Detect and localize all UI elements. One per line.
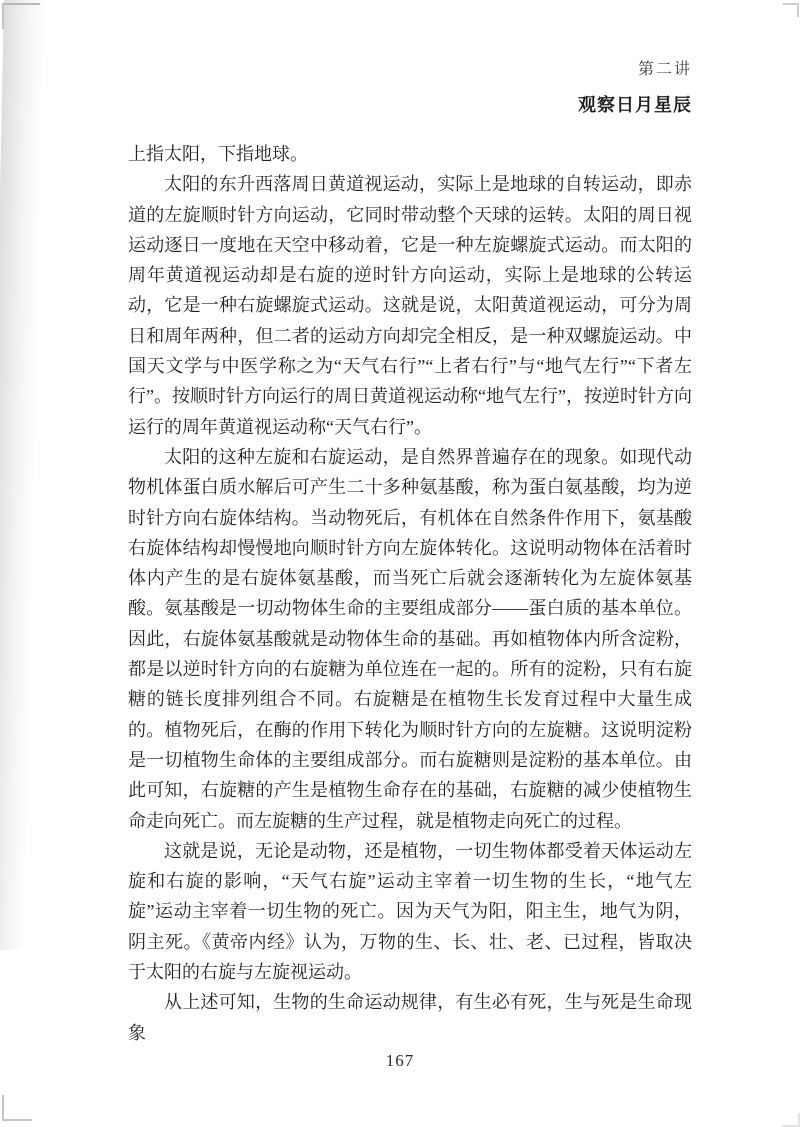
paragraph: 这就是说，无论是动物，还是植物，一切生物体都受着天体运动左旋和右旋的影响，“天气右旋”运动主宰着一切生物的生长，“地气左旋”运动主宰着一切生物的死亡。因为天气为阳，阳主生，地气为阴，阴主死。《黄帝内经》认为，万物的生、长、壮、老、已过程，皆取决于太阳的右旋与左旋视运动。 [128, 840, 692, 983]
running-head [578, 56, 692, 117]
scan-corner-mark-top-right [783, 3, 799, 17]
scan-shadow-left [0, 0, 46, 950]
chapter-label: 第二讲 [637, 61, 692, 78]
body-text [128, 139, 692, 1048]
scan-corner-mark-bottom-right [782, 1113, 800, 1127]
page-number: 167 [385, 1051, 415, 1070]
paragraph: 太阳的东升西落周日黄道视运动，实际上是地球的自转运动，即赤道的左旋顺时针方向运动，它同时带动整个天球的运转。太阳的周日视运动逐日一度地在天空中移动着，它是一种左旋螺旋式运动。而太阳的周年黄道视运动却是右旋的逆时针方向运动，实际上是地球的公转运动，它是一种右旋螺旋式运动。这就是说，太阳黄道视运动，可分为周日和周年两种，但二者的运动方向却完全相反，是一种双螺旋运动。中国天文学与中医学称之为“天气右行”“上者右行”与“地气左行”“下者左行”。按顺时针方向运行的周日黄道视运动称“地气左行”，按逆时针方向运行的周年黄道视运动称“天气右行”。 [128, 174, 692, 437]
paragraph-continuation: 上指太阳，下指地球。 [128, 144, 308, 164]
paragraph: 太阳的这种左旋和右旋运动，是自然界普遍存在的现象。如现代动物机体蛋白质水解后可产生二十多种氨基酸，称为蛋白氨基酸，均为逆时针方向右旋体结构。当动物死后，有机体在自然条件作用下，氨基酸右旋体结构却慢慢地向顺时针方向左旋体转化。这说明动物体在活着时体内产生的是右旋体氨基酸，而当死亡后就会逐渐转化为左旋体氨基酸。氨基酸是一切动物体生命的主要组成部分——蛋白质的基本单位。因此，右旋体氨基酸就是动物体生命的基础。再如植物体内所含淀粉，都是以逆时针方向的右旋糖为单位连在一起的。所有的淀粉，只有右旋糖的链长度排列组合不同。右旋糖是在植物生长发育过程中大量生成的。植物死后，在酶的作用下转化为顺时针方向的左旋糖。这说明淀粉是一切植物生命体的主要组成部分。而右旋糖则是淀粉的基本单位。由此可知，右旋糖的产生是植物生命存在的基础，右旋糖的减少使植物生命走向死亡。而左旋糖的生产过程，就是植物走向死亡的过程。 [128, 446, 692, 831]
section-title: 观察日月星辰 [578, 95, 692, 115]
scan-corner-mark-top-left [2, 3, 40, 29]
paragraph: 从上述可知，生物的生命运动规律，有生必有死，生与死是生命现象 [128, 992, 692, 1043]
scan-corner-mark-bottom-left [2, 1095, 32, 1121]
